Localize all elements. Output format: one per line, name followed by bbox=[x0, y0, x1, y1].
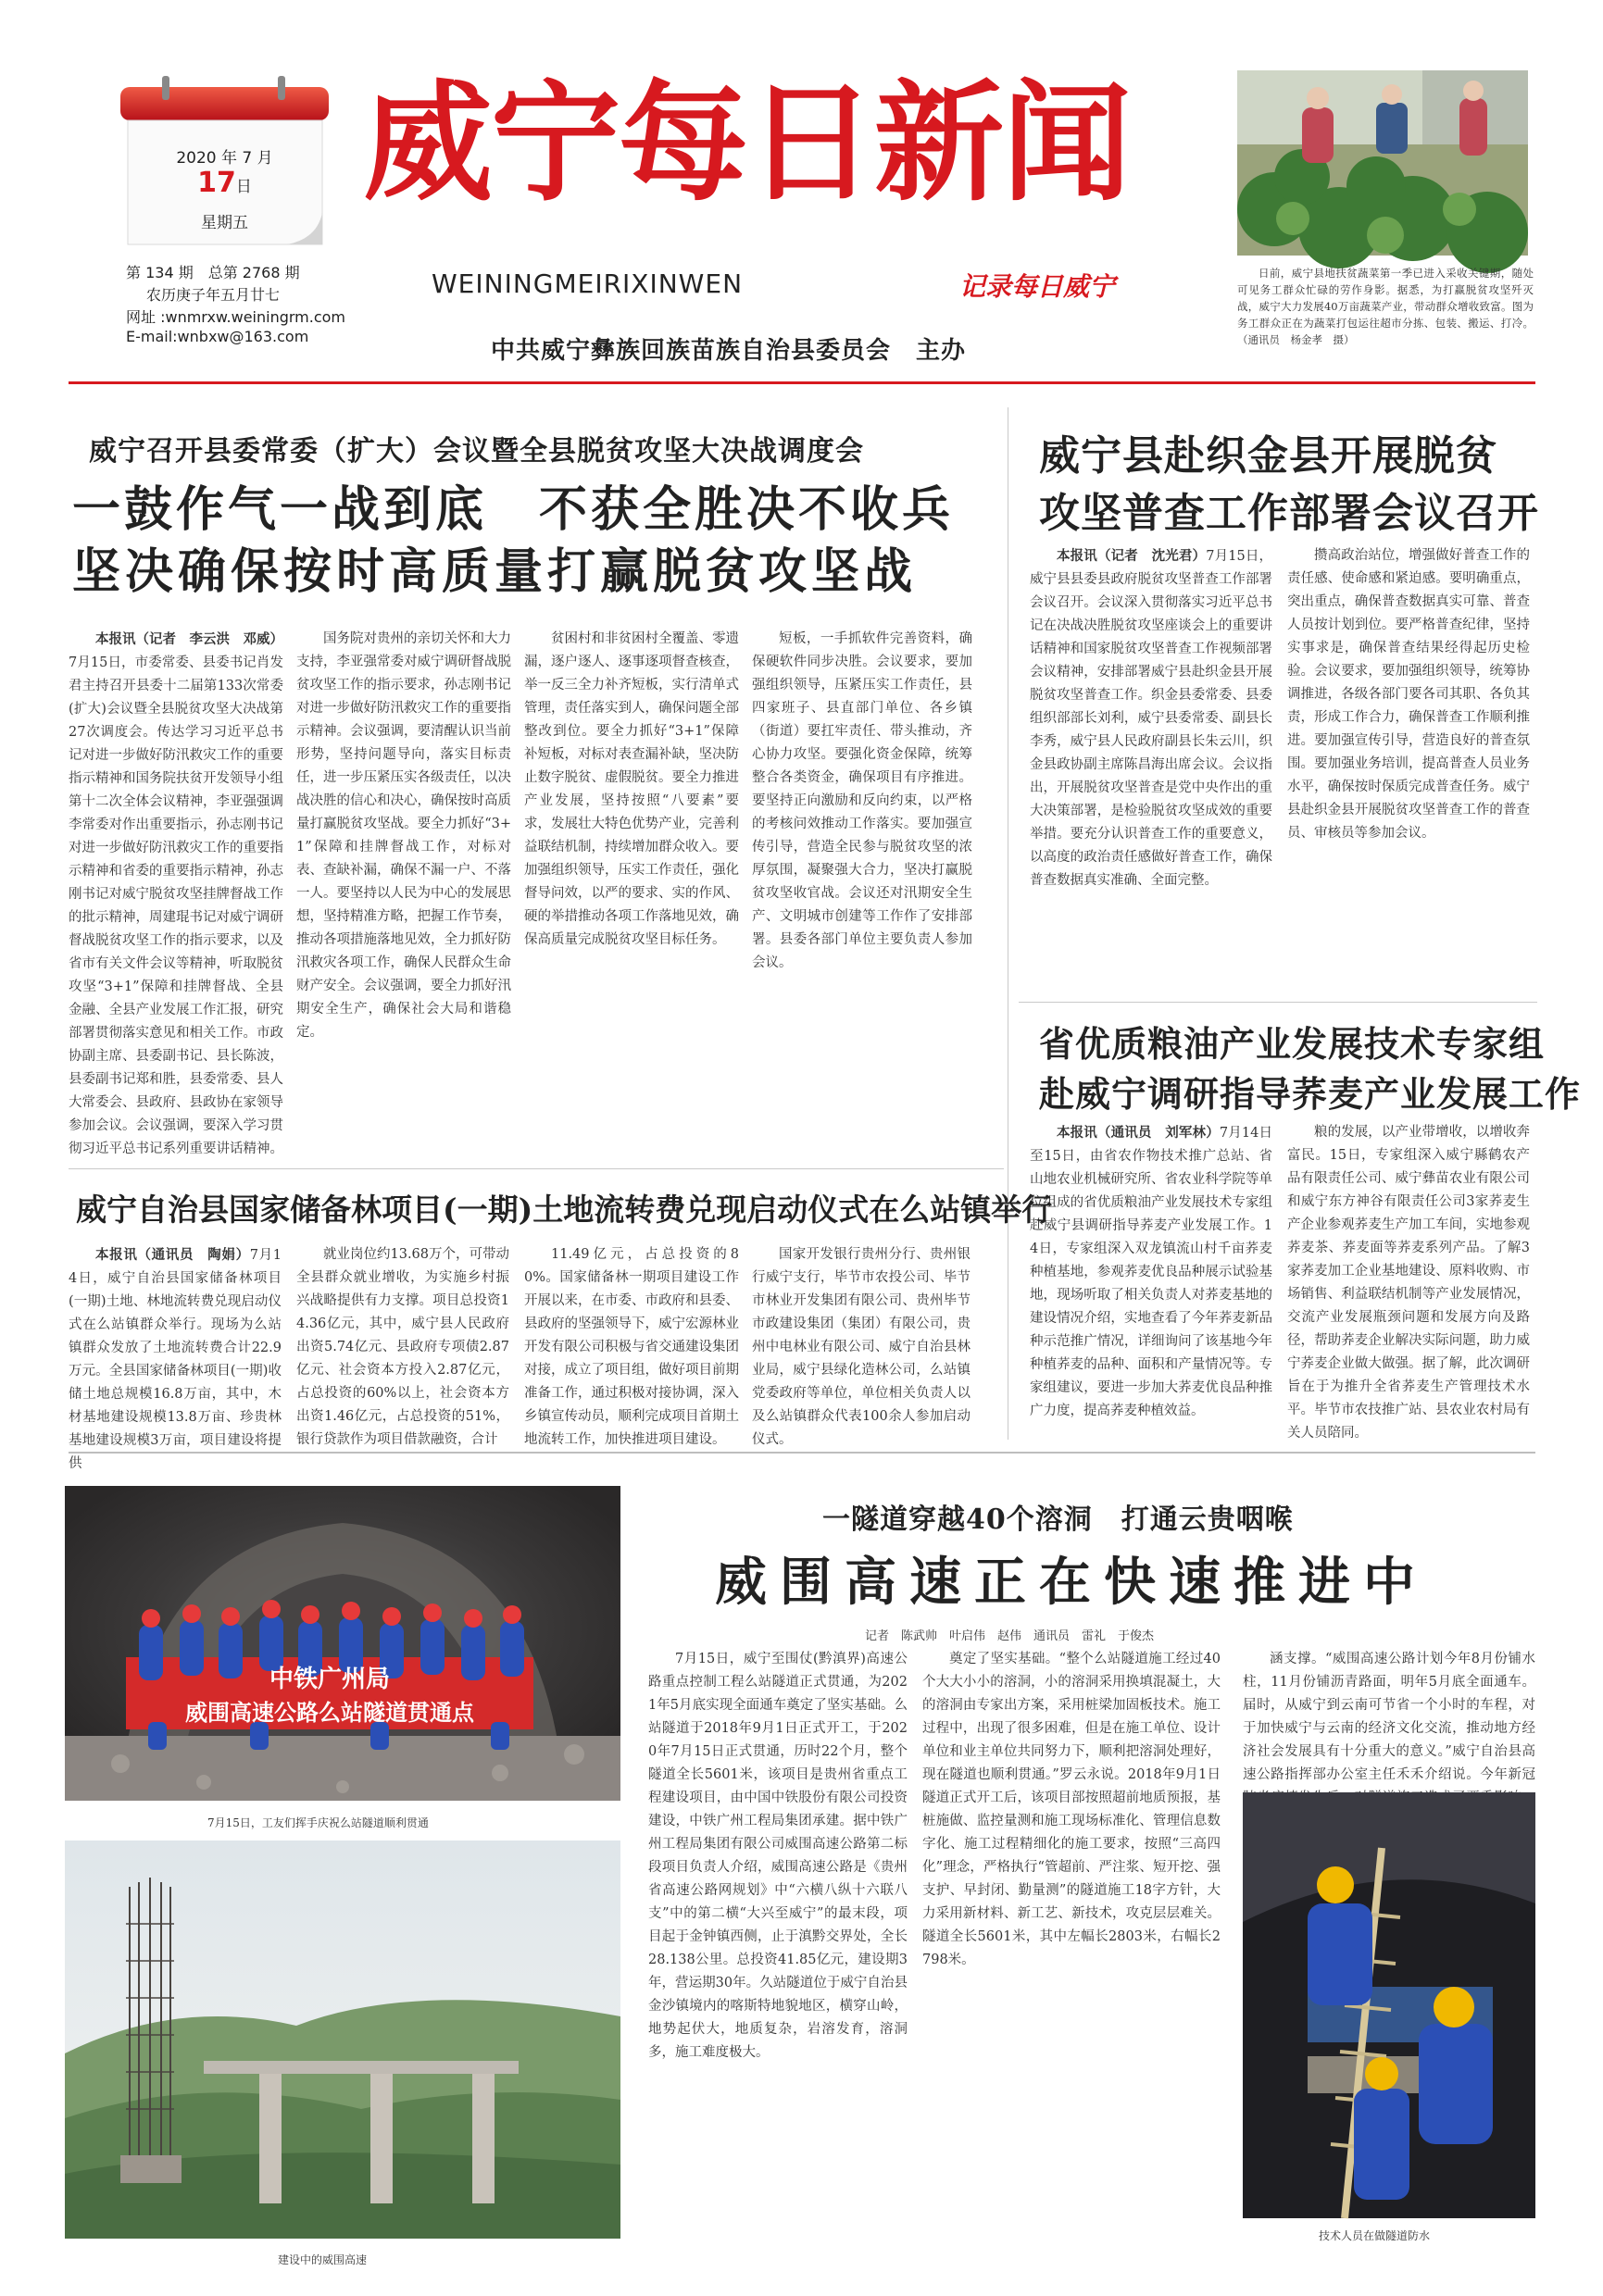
masthead-rule bbox=[69, 381, 1535, 384]
article5-col1-text: 7月15日，威宁至围仗(黔滇界)高速公路重点控制工程么站隧道正式贯通，为2021年5月底实现全面通车奠定了坚实基础。么站隧道于2018年9月1日正式开工，于2020年7月15日正式贯通，历时22个月，整个隧道全长5601米，该项目是贵州省重点工程建设项目，由中国中铁股份有限公司投资建设，中铁广州工程局集团承建。据中铁广州工程局集团有限公司威围高速公路第二标段项目负责人介绍，威围高速公路是《贵州省高速公路网规划》中“六横八纵十六联八支”中的第二横“大兴至威宁”的最末段，项目起于金钟镇西侧，止于滇黔交界处，全长28.138公里。总投资41.85亿元，建设期3年，营运期30年。久站隧道位于威宁自治县金沙镇境内的喀斯特地貌地区，横穿山岭，地势起伏大，地质复杂，岩溶发育，溶洞多，施工难度极大。 bbox=[648, 1652, 908, 2060]
calendar-year-month: 2020 年 7 月 bbox=[176, 149, 273, 168]
article-forest-reserve bbox=[0, 1171, 1053, 1471]
article5-title: 威围高速正在快速推进中 bbox=[715, 1552, 1428, 1613]
bridge-construction-image bbox=[65, 1841, 620, 2239]
newspaper-title: 威宁每日新闻 bbox=[363, 68, 1131, 219]
article2-title-line2: 攻坚普查工作部署会议召开 bbox=[1039, 490, 1539, 537]
article5-column-2 bbox=[922, 1648, 1221, 2277]
article-census-meeting bbox=[1019, 407, 1537, 1000]
article4-col2-text: 就业岗位约13.68万个，可带动全县群众就业增收，为实施乡村振兴战略提供有力支撑。项目总投资14.36亿元，其中，威宁县人民政府出资5.74亿元、县政府专项债2.87亿元、社会资本方投入2.87亿元，占总投资的60%以上，社会资本方出资1.46亿元，占总投资的51%，银行贷款作为项目借款融资，合计 bbox=[296, 1247, 510, 1447]
email: E-mail:wnbxw@163.com bbox=[126, 328, 309, 345]
calendar-widget bbox=[120, 74, 329, 248]
calendar-day-number: 17 bbox=[197, 167, 236, 199]
article5-col2-text: 奠定了坚实基础。“整个么站隧道施工经过40个大大小小的溶洞，小的溶洞采用换填混凝土，大的溶洞由专家出方案，采用桩梁加固板技术。施工过程中，出现了很多困难，但是在施工单位、设计单位和业主单位共同努力下，顺利把溶洞处理好，现在隧道也顺利贯通。”罗云永说。2018年9月1日隧道正式开工后，该项目部按照超前地质预报，基桩施做、监控量测和施工现场标准化、管理信息数字化、施工过程精细化的施工要求，按照“三高四化”理念，严格执行“管超前、严注浆、短开挖、强支护、早封闭、勤量测”的隧道施工18字方针，大力采用新材料、新工艺、新技术，攻克层层难关。隧道全长5601米，其中左幅长2803米，右幅长2798米。 bbox=[922, 1652, 1221, 1967]
newspaper-slogan: 记录每日威宁 bbox=[959, 271, 1116, 302]
article4-col4-text: 国家开发银行贵州分行、贵州银行威宁支行，毕节市农投公司、毕节市林业开发集团有限公司、贵州毕节市政建设集团（集团）有限公司，贵州中电林业有限公司、威宁自治县林业局，威宁县绿化造林公司，么站镇党委政府等单位，单位相关负责人以及么站镇群众代表100余人参加启动仪式。 bbox=[752, 1247, 971, 1447]
article4-column-3 bbox=[524, 1243, 739, 1447]
calendar-day bbox=[120, 167, 329, 199]
tunnel-celebration-photo bbox=[65, 1486, 620, 1801]
newspaper-pinyin: WEININGMEIRIXINWEN bbox=[432, 268, 744, 299]
newspaper-sponsor: 中共威宁彝族回族苗族自治县委员会 主办 bbox=[491, 337, 967, 365]
article4-col1-text: 7月14日，威宁自治县国家储备林项目(一期)土地、林地流转费兑现启动仪式在么站镇群众举行。现场为么站镇群众发放了土地流转费合计22.9万元。全县国家储备林项目(一期)收储土地总规模16.8万亩，其中，木材基地建设规模13.8万亩、珍贵林基地建设规模3万亩，项目建设将提供 bbox=[69, 1248, 282, 1471]
article1-kicker: 威宁召开县委常委（扩大）会议暨全县脱贫攻坚大决战调度会 bbox=[89, 435, 864, 468]
article4-col3-text: 11.49亿元，占总投资的80%。国家储备林一期项目建设工作开展以来，在市委、市政府和县委、县政府的坚强领导下，威宁宏源林业开发有限公司积极与省交通建设集团对接，成立了项目组，做好项目前期准备工作，通过积极对接协调，深入乡镇宣传动员，顺利完成项目首期土地流转工作，加快推进项目建设。 bbox=[524, 1247, 739, 1447]
article3-col2-text: 粮的发展，以产业带增收，以增收奔富民。15日，专家组深入威宁縣鹤农产品有限责任公司、威宁彝苗农业有限公司和威宁东方神谷有限责任公司3家荞麦生产企业参观荞麦生产加工车间，实地参观荞麦茶、荞麦面等荞麦系列产品。了解3家荞麦加工企业基地建设、原料收购、市场销售、利益联结机制等产业发展情况，交流产业发展瓶颈问题和发展方向及路径，帮助荞麦企业解决实际问题，助力威宁荞麦企业做大做强。据了解，此次调研旨在于为推升全省荞麦生产管理技术水平。毕节市农技推广站、县农业农村局有关人员陪同。 bbox=[1287, 1125, 1530, 1441]
bridge-photo-caption: 建设中的威围高速 bbox=[278, 2253, 368, 2266]
article1-column-3 bbox=[524, 628, 739, 1091]
article2-title-line1: 威宁县赴织金县开展脱贫 bbox=[1039, 432, 1497, 480]
vegetable-harvest-image bbox=[1237, 70, 1528, 256]
article2-col1-text: 7月15日，威宁县县委县政府脱贫攻坚普查工作部署会议召开。会议深入贯彻落实习近平总书记在决战决胜脱贫攻坚座谈会上的重要讲话精神和国家脱贫攻坚普查工作视频部署会议精神，安排部署威宁县赴织金县开展脱贫攻坚普查工作。织金县委常委、县委组织部部长刘利，威宁县委常委、副县长李秀，威宁县人民政府副县长朱云川，织金县政协副主席陈昌海出席会议。会议指出，开展脱贫攻坚普查是党中央作出的重大决策部署，是检验脱贫攻坚成效的重要举措。要充分认识普查工作的重要意义，以高度的政治责任感做好普查工作，确保普查数据真实准确、全面完整。 bbox=[1030, 549, 1272, 888]
article5-col3-text: 涵支撑。“威围高速公路计划今年8月份铺水柱，11月份铺沥青路面，明年5月底全面通车。届时，从威宁到云南可节省一个小时的车程，对于加快威宁与云南的经济文化交流，推动地方经济社会发展具有十分重大的意义。”威宁自治县高速公路指挥部办公室主任禾禾介绍说。今年新冠 bbox=[1243, 1652, 1535, 1782]
article1-column-4 bbox=[752, 628, 972, 1091]
tunnel-celebration-image bbox=[65, 1486, 620, 1801]
article3-byline: 本报讯（通讯员 刘军林） bbox=[1057, 1125, 1220, 1141]
tunnel-photo-caption: 7月15日，工友们挥手庆祝么站隧道顺利贯通 bbox=[207, 1816, 429, 1829]
article1-title-line2: 坚决确保按时高质量打赢脱贫攻坚战 bbox=[72, 543, 918, 600]
article3-column-2 bbox=[1287, 1121, 1530, 1441]
calendar-weekday: 星期五 bbox=[201, 214, 248, 232]
article1-column-1 bbox=[69, 628, 283, 1156]
article1-column-2 bbox=[296, 628, 511, 1091]
tunnel-banner-line2: 威围高速公路么站隧道贯通点 bbox=[185, 1700, 474, 1726]
article3-title-line2: 赴威宁调研指导荞麦产业发展工作 bbox=[1039, 1073, 1582, 1115]
article4-title: 威宁自治县国家储备林项目(一期)土地流转费兑现启动仪式在么站镇举行 bbox=[76, 1192, 1053, 1228]
article1-col3-text: 贫困村和非贫困村全覆盖、零遗漏，逐户逐人、逐事逐项督查核查，举一反三全力补齐短板，实行清单式管理，责任落实到人，确保问题全部整改到位。要全力抓好“3+1”保障补短板，对标对表查漏补缺，坚决防止数字脱贫、虚假脱贫。要全力推进产业发展，坚持按照“八要素”要求，发展壮大特色优势产业，完善利益联结机制，持续增加群众收入。要加强组织领导，压实工作责任，强化督导问效，以严的要求、实的作风、硬的举措推动各项工作落地见效，确保高质量完成脱贫攻坚目标任务。 bbox=[524, 631, 739, 947]
article1-col4-text: 短板，一手抓软件完善资料，确保硬软件同步决胜。会议要求，要加强组织领导，压紧压实工作责任，县四家班子、县直部门单位、各乡镇（街道）要扛牢责任、带头推动，齐心协力攻坚。要强化资金保障，统筹整合各类资金，确保项目有序推进。要坚持正向激励和反向约束，以严格的考核问效推动工作落实。要加强宣传引导，营造全民参与脱贫攻坚的浓厚氛围，凝聚强大合力，坚决打赢脱贫攻坚收官战。会议还对汛期安全生产、文明城市创建等工作作了安排部署。县委各部门单位主要负责人参加会议。 bbox=[752, 631, 972, 970]
article3-title-line1: 省优质粮油产业发展技术专家组 bbox=[1039, 1023, 1546, 1065]
article2-byline: 本报讯（记者 沈光君） bbox=[1057, 548, 1207, 564]
article5-column-3 bbox=[1243, 1648, 1535, 1782]
top-photo-caption: 日前，威宁县地扶贫蔬菜第一季已进入采收关键期，随处可见务工群众忙碌的劳作身影。据悉，为打赢脱贫攻坚歼灭战，威宁大力发展40万亩蔬菜产业，带动群众增收致富。图为务工群众正在为蔬菜打包运往超市分拣、包装、搬运、打冷。（通讯员 杨金孝 摄） bbox=[1237, 267, 1534, 346]
article4-column-2 bbox=[296, 1243, 510, 1447]
article-poverty-meeting bbox=[0, 407, 1019, 1167]
article3-col1-text: 7月14日至15日，由省农作物技术推广总站、省山地农业机械研究所、省农业科学院等单位组成的省优质粮油产业发展技术专家组赴威宁县调研指导荞麦产业发展工作。14日，专家组深入双龙镇流山村千亩荞麦种植基地，参观荞麦优良品种展示试验基地，现场听取了相关负责人对荞麦基地的建设情况介绍，实地查看了今年荞麦新品种示范推广情况，详细询问了该基地今年种植荞麦的品种、面积和产量情况等。专家组建议，要进一步加大荞麦优良品种推广力度，提高荞麦种植效益。 bbox=[1030, 1126, 1272, 1418]
article4-byline: 本报讯（通讯员 陶娟） bbox=[95, 1247, 250, 1263]
article-buckwheat bbox=[1019, 1004, 1582, 1441]
article-expressway bbox=[0, 1454, 1603, 2296]
article1-byline: 本报讯（记者 李云洪 邓威） bbox=[95, 631, 283, 647]
vegetable-harvest-photo bbox=[1237, 70, 1528, 256]
masthead bbox=[0, 0, 1603, 407]
lunar-date: 农历庚子年五月廿七 bbox=[146, 286, 281, 304]
tunnel-worker-image bbox=[1243, 1792, 1535, 2218]
tunnel-banner-line1: 中铁广州局 bbox=[269, 1666, 390, 1693]
article2-col2-text: 攒高政治站位，增强做好普查工作的责任感、使命感和紧迫感。要明确重点，突出重点，确保普查数据真实可靠、普查人员按计划到位。要严格普查纪律，坚持实事求是，确保普查结果经得起历史检验。会议要求，要加强组织领导，统筹协调推进，各级各部门要各司其职、各负其责，形成工作合力，确保普查工作顺利推进。要加强宣传引导，营造良好的普查氛围。要加强业务培训，提高普查人员业务水平，确保按时保质完成普查任务。威宁县赴织金县开展脱贫攻坚普查工作的普查员、审核员等参加会议。 bbox=[1287, 548, 1530, 841]
article2-column-2 bbox=[1287, 544, 1530, 980]
tunnel-worker-photo bbox=[1243, 1792, 1535, 2218]
issue-info: 第 134 期 总第 2768 期 bbox=[126, 264, 300, 281]
article5-kicker: 一隧道穿越40个溶洞 打通云贵咽喉 bbox=[822, 1504, 1294, 1536]
article1-col1-text: 7月15日，市委常委、县委书记肖发君主持召开县委十二届第133次常委(扩大)会议暨全县脱贫攻坚大决战第27次调度会。传达学习习近平总书记对进一步做好防汛救灾工作的重要指示精神和国务院扶贫开发领导小组第十二次全体会议精神，李亚强强调李常委对作出重要指示，孙志刚书记对进一步做好防汛救灾工作的重要指示精神和省委的重要指示精神，孙志刚书记对威宁脱贫攻坚挂牌督战工作的批示精神，周建琨书记对威宁调研督战脱贫攻坚工作的指示要求，以及省市有关文件会议等精神，听取脱贫攻坚“3+1”保障和挂牌督战、全县金融、全县产业发展工作汇报，研究部署贯彻落实意见和相关工作。市政协副主席、县委副书记、县长陈波，县委副书记郑和胜，县委常委、县人大常委会、县政府、县政协在家领导参加会议。会议强调，要深入学习贯彻习近平总书记系列重要讲话精神。 bbox=[69, 655, 283, 1156]
article2-column-1 bbox=[1030, 544, 1272, 980]
calendar-day-unit: 日 bbox=[235, 178, 252, 196]
horizontal-divider-left bbox=[69, 1168, 1004, 1169]
website: 网址 :wnmrxw.weiningrm.com bbox=[126, 308, 346, 326]
article4-column-4 bbox=[752, 1243, 971, 1447]
article1-col2-text: 国务院对贵州的亲切关怀和大力支持，李亚强常委对威宁调研督战脱贫攻坚工作的指示要求，孙志刚书记对进一步做好防汛救灾工作的重要指示精神。会议强调，要清醒认识当前形势，坚持问题导向，落实目标责任，进一步压紧压实各级责任，以决战决胜的信心和决心，确保按时高质量打赢脱贫攻坚战。要全力抓好“3+1”保障和挂牌督战工作，对标对表、查缺补漏，确保不漏一户、不落一人。要坚持以人民为中心的发展思想，坚持精准方略，把握工作节奏，推动各项措施落地见效，全力抓好防汛救灾各项工作，确保人民群众生命财产安全。会议强调，要全力抓好汛期安全生产，确保社会大局和谐稳定。 bbox=[296, 631, 511, 1040]
article5-byline: 记者 陈武帅 叶启伟 赵伟 通讯员 雷礼 于俊杰 bbox=[865, 1629, 1155, 1643]
horizontal-divider-right bbox=[1019, 1002, 1537, 1003]
article1-title-line1: 一鼓作气一战到底 不获全胜决不收兵 bbox=[72, 481, 955, 538]
worker-photo-caption: 技术人员在做隧道防水 bbox=[1319, 2229, 1431, 2242]
article5-column-1 bbox=[648, 1648, 908, 2277]
bridge-construction-photo bbox=[65, 1841, 620, 2239]
article3-column-1 bbox=[1030, 1121, 1272, 1427]
article4-column-1 bbox=[69, 1243, 282, 1471]
